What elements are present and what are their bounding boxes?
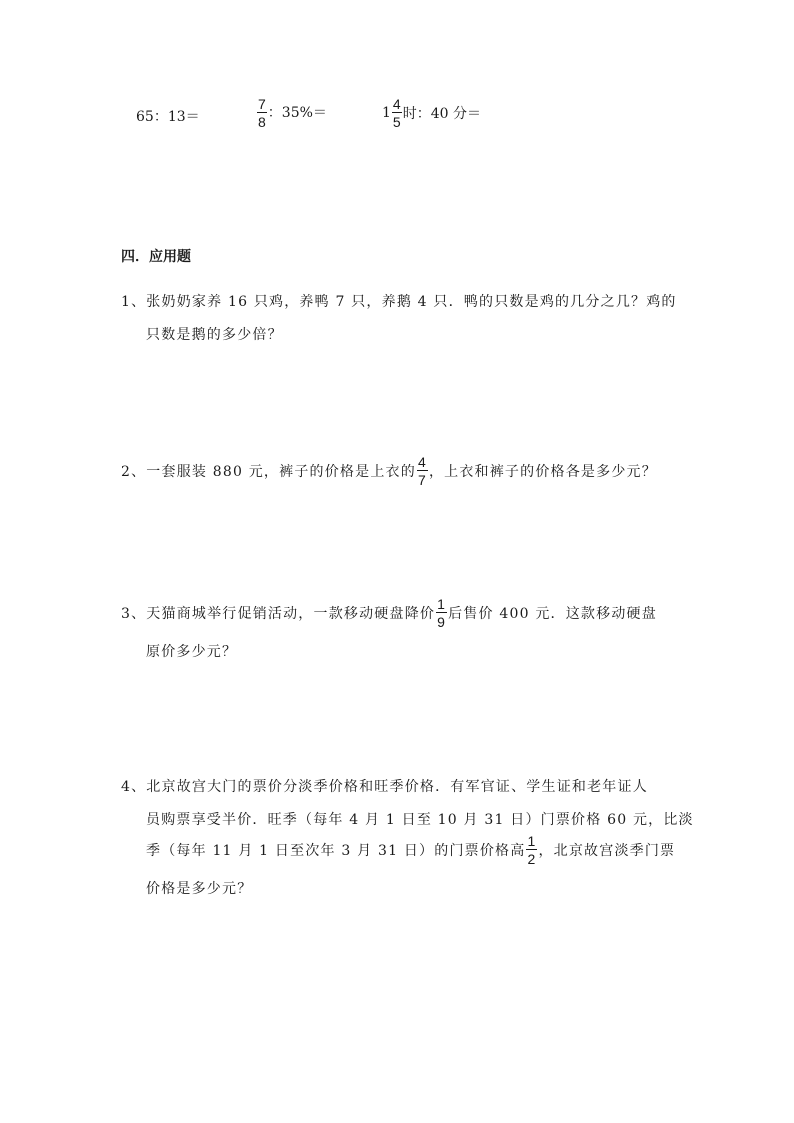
problem-3-line-2: 原价多少元？ — [146, 644, 238, 660]
problem-2 — [121, 455, 657, 487]
problem-4-line-1: 4、北京故宫大门的票价分淡季价格和旺季价格．有军官证、学生证和老年证人 — [121, 779, 648, 795]
fraction — [257, 97, 267, 129]
problem-3-text-before: 3、天猫商城举行促销活动，一款移动硬盘降价 — [121, 606, 436, 622]
fraction — [392, 97, 402, 129]
fraction-numerator: 1 — [437, 596, 447, 612]
ratio-text: 65：13＝ — [136, 109, 200, 125]
problem-3-text-after: 后售价 400 元．这款移动硬盘 — [448, 606, 657, 622]
ratio-item-3 — [382, 97, 481, 129]
problem-2-text-before: 2、一套服装 880 元，裤子的价格是上衣的 — [121, 464, 416, 480]
mixed-whole: 1 — [382, 105, 391, 121]
problem-4-line-2: 员购票享受半价．旺季（每年 4 月 1 日至 10 月 31 日）门票价格 60 元，比淡 — [146, 812, 694, 828]
problem-1-line-2: 只数是鹅的多少倍？ — [146, 327, 283, 343]
fraction-denominator: 2 — [527, 851, 537, 867]
fraction-denominator: 7 — [417, 472, 427, 488]
ratio-text: ：35%＝ — [267, 105, 327, 121]
problem-4-line-4: 价格是多少元？ — [146, 881, 253, 897]
fraction-denominator: 5 — [392, 114, 401, 130]
section-title: 四．应用题 — [121, 249, 191, 265]
problem-2-text-after: ，上衣和裤子的价格各是多少元？ — [428, 464, 657, 480]
fraction-numerator: 7 — [258, 96, 266, 112]
fraction-denominator: 8 — [258, 114, 266, 130]
ratio-text: 时：40 分＝ — [402, 106, 481, 122]
fraction-numerator: 4 — [417, 454, 427, 470]
fraction — [436, 597, 447, 629]
problem-3-line-1 — [121, 597, 657, 629]
problem-4-text-before: 季（每年 11 月 1 日至次年 3 月 31 日）的门票价格高 — [146, 843, 526, 859]
fraction-numerator: 4 — [392, 96, 401, 112]
fraction-numerator: 1 — [527, 833, 537, 849]
ratio-item-2 — [256, 97, 327, 129]
problem-4-line-3 — [146, 834, 675, 866]
problem-4-text-after: ，北京故宫淡季门票 — [538, 843, 676, 859]
fraction-denominator: 9 — [437, 614, 447, 630]
fraction — [526, 834, 537, 866]
fraction — [417, 455, 428, 487]
ratio-item-1 — [136, 106, 200, 126]
problem-1-line-1: 1、张奶奶家养 16 只鸡，养鸭 7 只，养鹅 4 只．鸭的只数是鸡的几分之几？鸡的 — [121, 294, 677, 310]
